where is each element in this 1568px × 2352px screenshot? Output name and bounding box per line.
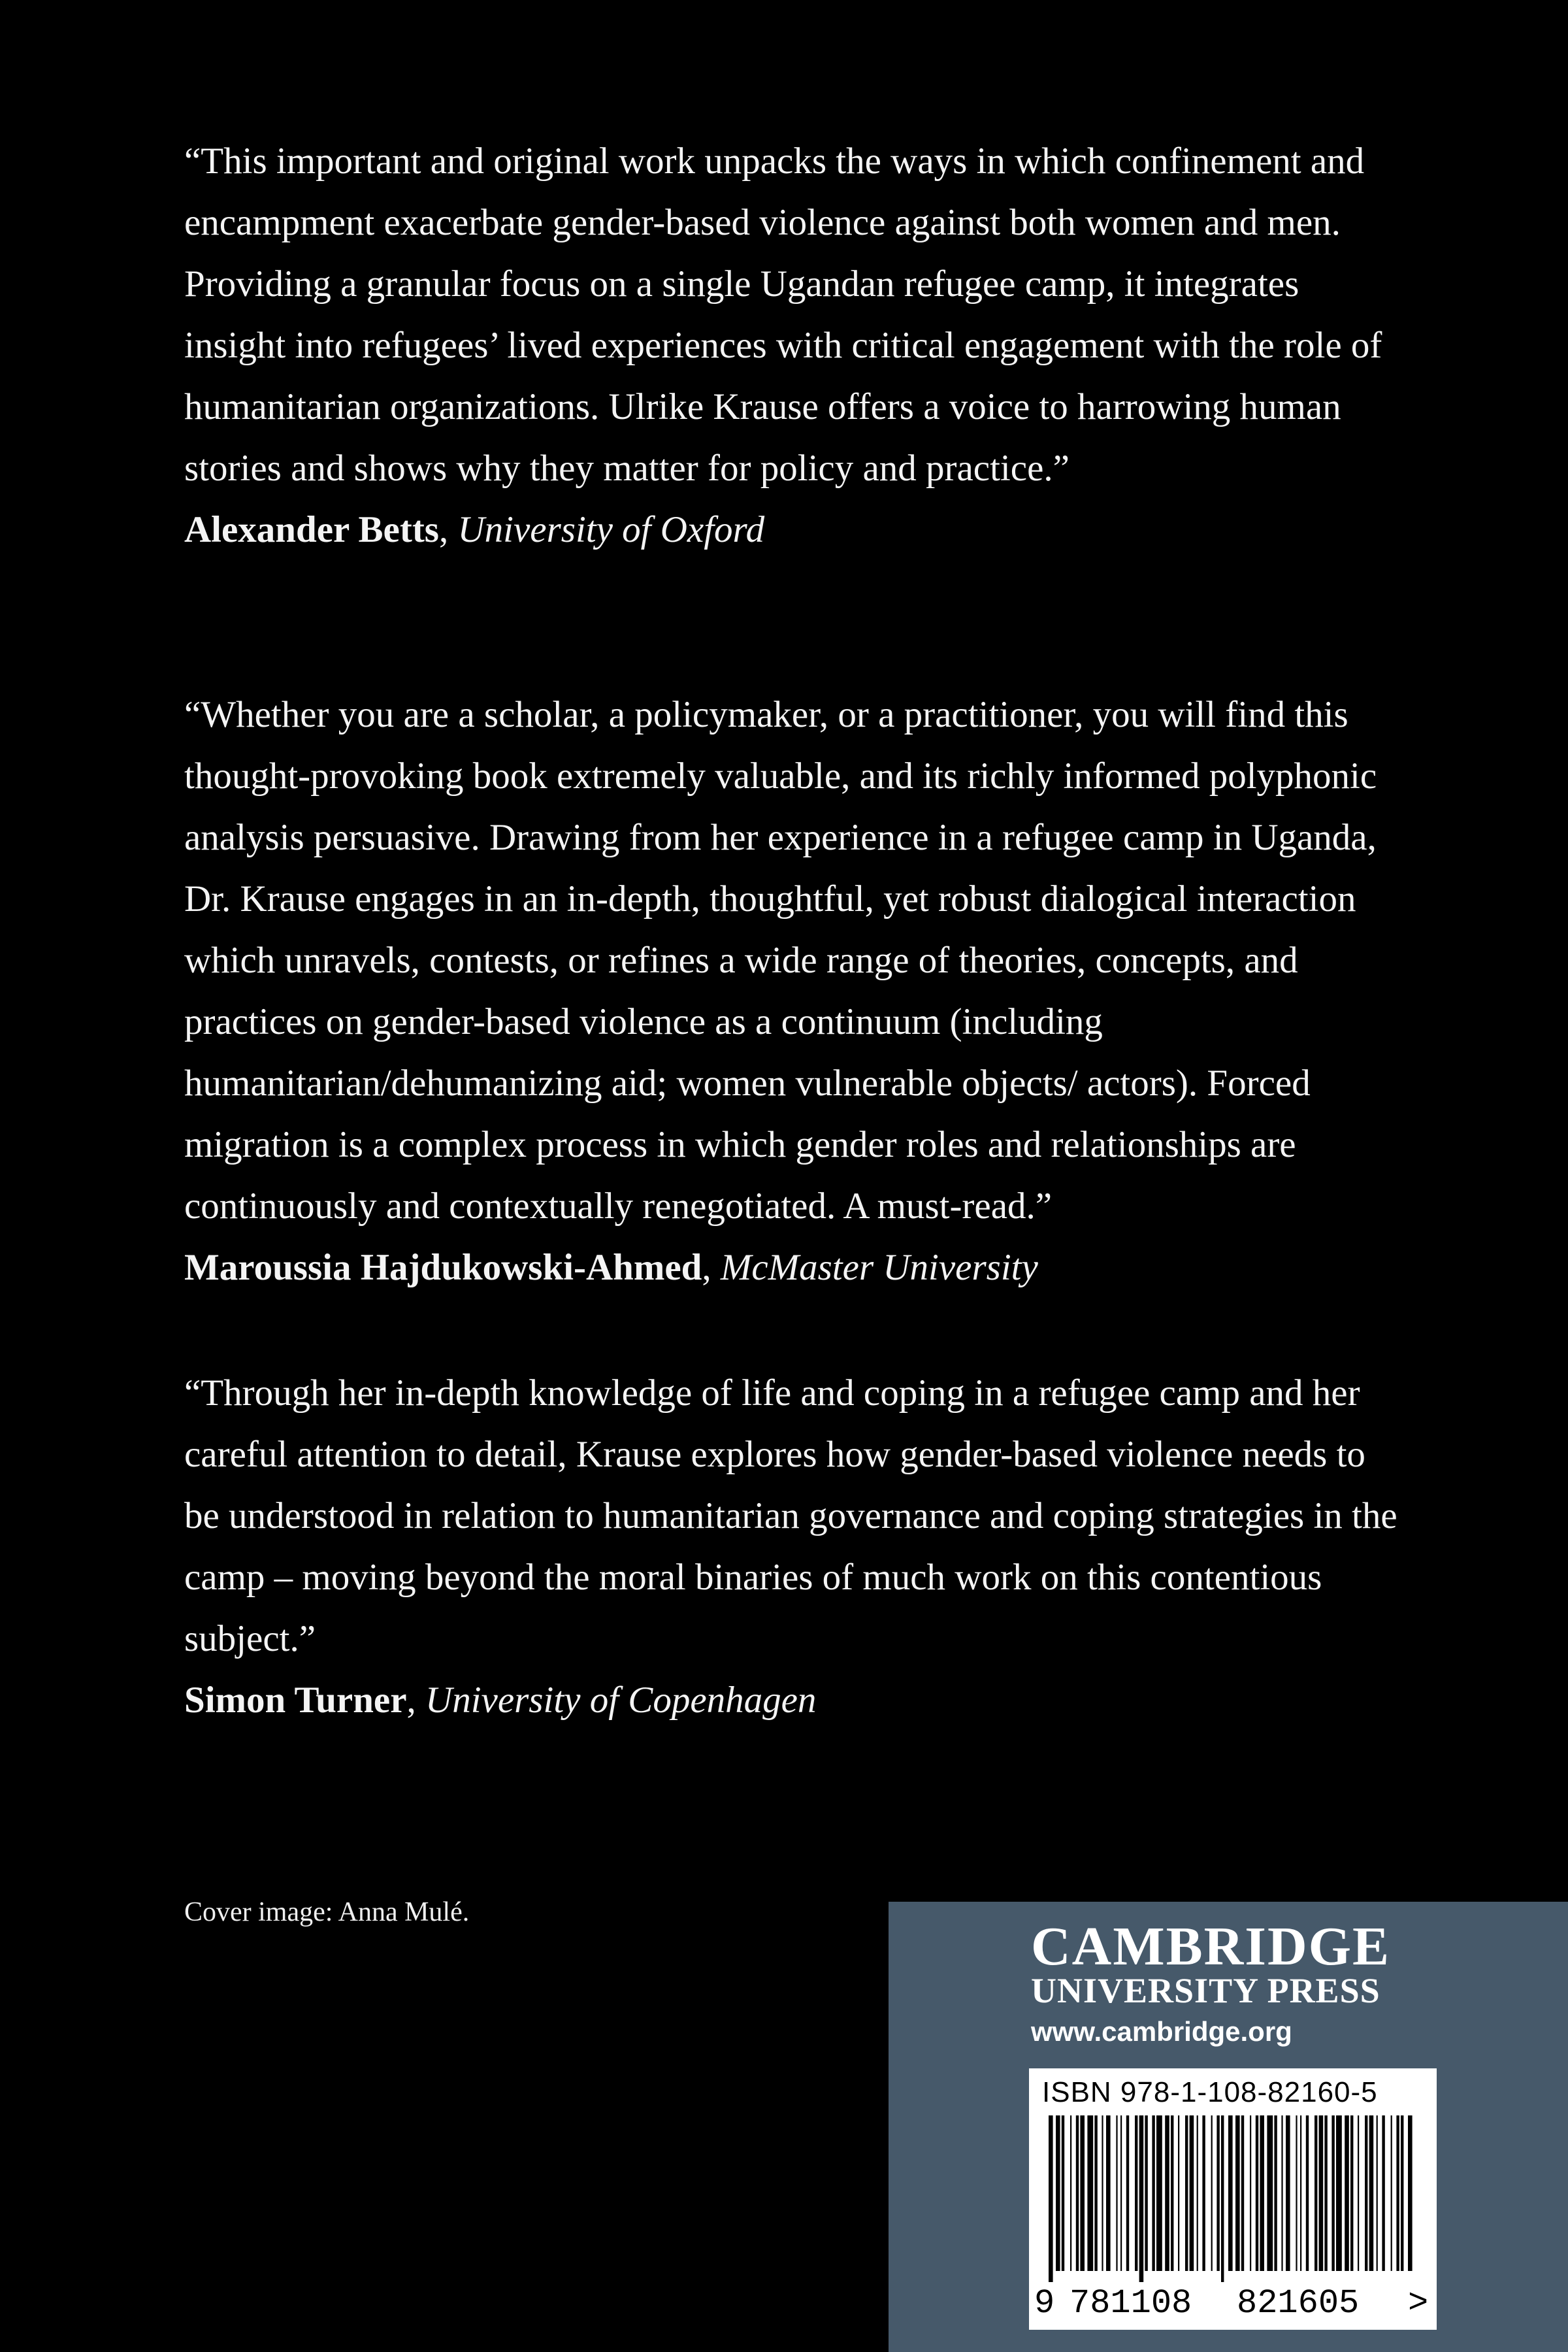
barcode-bar xyxy=(1296,2115,1297,2271)
endorsement-quote-1 xyxy=(184,131,1399,561)
barcode-bar xyxy=(1156,2115,1162,2271)
barcode-bar xyxy=(1126,2115,1129,2271)
barcode-bar xyxy=(1070,2115,1071,2271)
barcode-bar xyxy=(1401,2115,1403,2271)
quote-author: Alexander Betts xyxy=(184,509,439,550)
barcode-bar xyxy=(1391,2115,1392,2271)
barcode-bar xyxy=(1049,2115,1053,2282)
barcode-bar xyxy=(1211,2115,1213,2271)
isbn-barcode xyxy=(1029,2068,1437,2330)
barcode-bar xyxy=(1202,2115,1205,2271)
barcode-bar xyxy=(1120,2115,1122,2271)
quote-author: Simon Turner xyxy=(184,1680,407,1721)
barcode-bar xyxy=(1185,2115,1188,2271)
barcode-bar xyxy=(1228,2115,1233,2271)
quote-text: “This important and original work unpacks the ways in which confinement and encampment exacerbate gender-based violence against both women and men. Providing a granular focus on a single Ugandan refugee camp, it integrates insight into refugees’ lived experiences with critical engagement with the role of humanitarian organizations. Ulrike Krause offers a voice to harrowing human stories and shows why they matter for policy and practice.” xyxy=(184,141,1382,489)
barcode-bar xyxy=(1190,2115,1194,2271)
barcode-bar xyxy=(1116,2115,1117,2271)
barcode-bar xyxy=(1056,2115,1060,2271)
barcode-digit-group: > xyxy=(1408,2284,1429,2323)
barcode-bar xyxy=(1197,2115,1198,2271)
barcode-bar xyxy=(1324,2115,1327,2271)
barcode-bar xyxy=(1319,2115,1324,2271)
barcode-bar xyxy=(1267,2115,1273,2271)
barcode-bar xyxy=(1235,2115,1240,2271)
barcode-bar xyxy=(1106,2115,1111,2271)
barcode-bar xyxy=(1274,2115,1277,2271)
barcode-bar xyxy=(1217,2115,1219,2271)
quote-author: Maroussia Hajdukowski-Ahmed xyxy=(184,1247,702,1288)
publisher-subname: UNIVERSITY PRESS xyxy=(1031,1971,1380,2010)
barcode-digit-group: 9 xyxy=(1034,2284,1055,2323)
barcode-bar xyxy=(1408,2115,1413,2271)
publisher-url: www.cambridge.org xyxy=(1031,2016,1292,2047)
quote-institution: McMaster University xyxy=(720,1247,1038,1288)
barcode-bar xyxy=(1256,2115,1258,2271)
barcode-bar xyxy=(1221,2115,1224,2282)
barcode-bar xyxy=(1152,2115,1154,2271)
barcode-bar xyxy=(1306,2115,1309,2271)
barcode-digit-group: 781108 xyxy=(1070,2284,1192,2323)
publisher-panel xyxy=(889,1902,1568,2352)
barcode-bar xyxy=(1331,2115,1334,2271)
barcode-bar xyxy=(1076,2115,1079,2271)
quote-institution: University of Copenhagen xyxy=(425,1680,817,1721)
endorsement-quote-3 xyxy=(184,1363,1399,1731)
barcode-bar xyxy=(1345,2115,1349,2271)
barcode-bar xyxy=(1260,2115,1264,2271)
barcode-bar xyxy=(1382,2115,1384,2271)
quote-text: “Whether you are a scholar, a policymaker, or a practitioner, you will find this thought-provoking book extremely valuable, and its richly informed polyphonic analysis persuasive. Drawing from her experience in a refugee camp in Uganda, Dr. Krause engages in an in-depth, thoughtful, yet robust dialogical interaction which unravels, contests, or refines a wide range of theories, concepts, and practices on gender-based violence as a continuum (including humanitarian/dehumanizing aid; women vulnerable objects/ actors). Forced migration is a complex process in which gender roles and relationships are continuously and contextually renegotiated. A must-read.” xyxy=(184,694,1377,1227)
barcode-bar xyxy=(1250,2115,1251,2271)
barcode-bar xyxy=(1286,2115,1290,2271)
quote-text: “Through her in-depth knowledge of life and coping in a refugee camp and her careful attention to detail, Krause explores how gender-based violence needs to be understood in relation to humanitarian governance and coping strategies in the camp – moving beyond the moral binaries of much work on this contentious subject.” xyxy=(184,1372,1397,1659)
barcode-bar xyxy=(1139,2115,1144,2282)
barcode-bar xyxy=(1080,2115,1085,2271)
barcode-digit-group: 821605 xyxy=(1237,2284,1360,2323)
isbn-label: ISBN 978-1-108-82160-5 xyxy=(1042,2076,1378,2108)
barcode-bar xyxy=(1171,2115,1173,2271)
barcode-bar xyxy=(1087,2115,1093,2271)
cover-image-credit: Cover image: Anna Mulé. xyxy=(184,1897,470,1927)
barcode-bar xyxy=(1145,2115,1147,2271)
barcode-bar xyxy=(1178,2115,1179,2271)
barcode-bar xyxy=(1094,2115,1097,2271)
barcode-bar xyxy=(1336,2115,1342,2271)
barcode-bar xyxy=(1281,2115,1282,2271)
barcode-bar xyxy=(1241,2115,1244,2271)
barcode-bar xyxy=(1377,2115,1378,2271)
barcode-icon xyxy=(1049,2115,1417,2282)
endorsement-quote-2 xyxy=(184,684,1399,1299)
barcode-bar xyxy=(1396,2115,1399,2271)
barcode-bar xyxy=(1350,2115,1353,2271)
quote-attribution: Alexander Betts, University of Oxford xyxy=(184,509,765,550)
barcode-bar xyxy=(1365,2115,1367,2271)
barcode-bar xyxy=(1358,2115,1359,2271)
barcode-bar xyxy=(1315,2115,1317,2271)
barcode-bar xyxy=(1369,2115,1374,2271)
quote-attribution: Maroussia Hajdukowski-Ahmed, McMaster University xyxy=(184,1247,1038,1288)
quote-attribution: Simon Turner, University of Copenhagen xyxy=(184,1680,817,1721)
barcode-bar xyxy=(1300,2115,1301,2271)
quote-institution: University of Oxford xyxy=(457,509,765,550)
publisher-name: CAMBRIDGE xyxy=(1031,1916,1391,1977)
barcode-bar xyxy=(1135,2115,1137,2271)
barcode-bar xyxy=(1165,2115,1169,2271)
barcode-bar xyxy=(1062,2115,1064,2271)
barcode-bar xyxy=(1102,2115,1103,2271)
